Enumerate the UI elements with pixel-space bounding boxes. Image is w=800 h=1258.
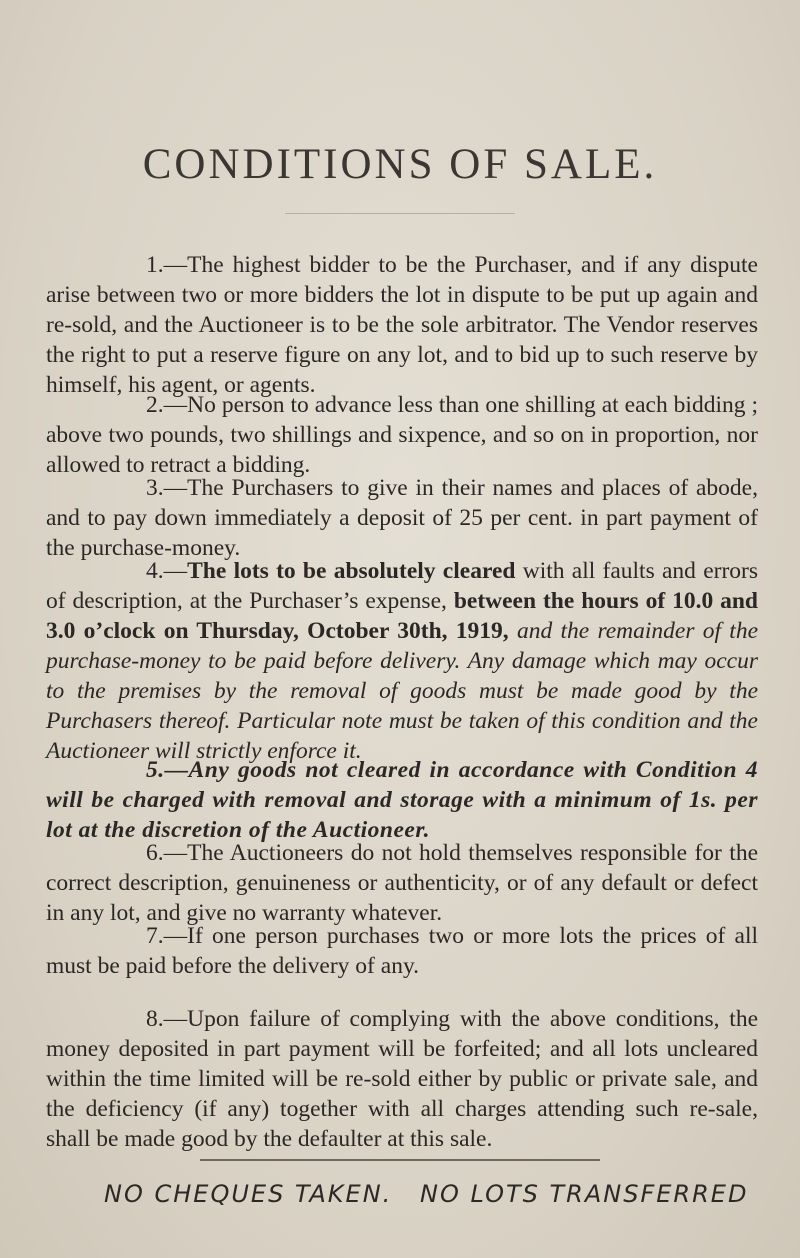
condition-2: 2.—No person to advance less than one shilling at each bidding ; above two pounds, two shillings and sixpence, and so on in proportion, nor allowed to retract a bidding. <box>46 392 758 478</box>
condition-1: 1.—The highest bidder to be the Purchaser, and if any dispute arise between two or more bidders the lot in dispute to be put up again and re-sold, and the Auctioneer is to be the sole arbitrator. The Vendor reserves the right to put a reserve figure on any lot, and to bid up to such reserve by himself, his agent, or agents. <box>46 252 758 398</box>
condition-8: 8.—Upon failure of complying with the above conditions, the money deposited in part payment will be forfeited; and all lots uncleared within the time limited will be re-sold either by public or private sale, and the deficiency (if any) together with all charges attending such re-sale, shall be made good by the defaulter at this sale. <box>46 1006 758 1152</box>
condition-4-bold: The lots to be absolutely cleared <box>187 558 516 584</box>
title-divider <box>285 213 515 214</box>
footer-divider <box>200 1159 600 1161</box>
condition-5: 5.—Any goods not cleared in accordance with Condition 4 will be charged with removal and storage with a minimum of 1s. per lot at the discretion of the Auctioneer. <box>46 757 758 843</box>
condition-4-rest: and the remainder of the purchase-money to be paid before delivery. Any damage which may occur to the premises by the removal of goods must be made good by the Purchasers thereof. Particular note must be taken of this condition and the Auctioneer will strictly enforce it. <box>46 618 759 764</box>
condition-6: 6.—The Auctioneers do not hold themselves responsible for the correct description, genuineness or authenticity, or of any default or defect in any lot, and give no warranty whatever. <box>46 840 758 926</box>
footer-no-cheques: NO CHEQUES TAKEN. <box>104 1180 393 1208</box>
condition-4 <box>46 556 758 766</box>
condition-4-mid: with all faults and errors of description, at the Purchaser’s expense, <box>46 558 758 614</box>
condition-3: 3.—The Purchasers to give in their names and places of abode, and to pay down immediately a deposit of 25 per cent. in part payment of the purchase-money. <box>46 475 758 561</box>
condition-4-bold-hours: between the hours of 10.0 and 3.0 o’clock on Thursday, October 30th, 1919, <box>46 588 759 644</box>
document-title: CONDITIONS OF SALE. <box>142 141 658 188</box>
condition-4-lead: 4.— <box>146 558 188 584</box>
footer-no-lots-transferred: NO LOTS TRANSFERRED <box>420 1180 749 1208</box>
condition-7: 7.—If one person purchases two or more lots the prices of all must be paid before the delivery of any. <box>46 923 758 979</box>
